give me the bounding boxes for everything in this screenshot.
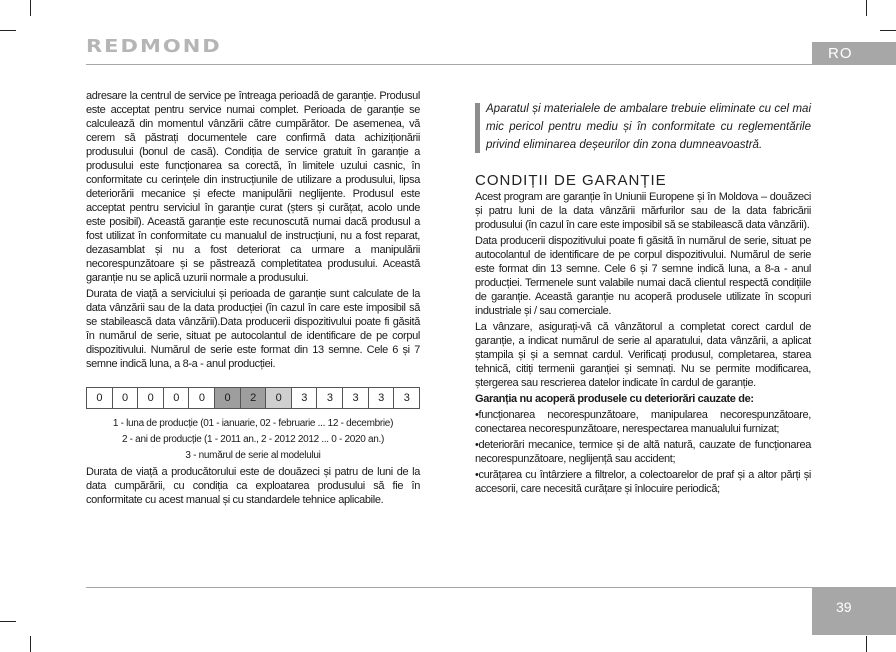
- page-number: 39: [812, 587, 896, 635]
- crop-mark: [866, 0, 867, 16]
- crop-mark: [866, 636, 867, 652]
- crop-mark: [0, 30, 16, 31]
- production-date-paragraph: Data producerii dispozitivului poate fi găsită în numărul de serie, situat pe autocolantul de identificare de pe corpul dispozitivului. Numărul de serie este format din 13 semne. Cele 6 și 7 semne indică luna, a 8-a - anul producției. Termenele sunt valabile numai dacă clientul respectă condițiile de garanție. Această garanție nu acoperă produsele utilizate în scopuri industriale și / sau comerciale.: [475, 235, 811, 317]
- serial-digit-month: 2: [240, 388, 266, 409]
- serial-number-table: [86, 387, 420, 409]
- serial-digit: 3: [317, 388, 343, 409]
- lifetime-paragraph: Durata de viață a serviciului și perioada de garanție sunt calculate de la data vânzării sau de la data producției (în cazul în care este imposibil să se stabilească data vânzării).Data producerii dispozitivului poate fi găsită în numărul de serie, situat pe autocolantul de identificare de pe corpul dispozitivului. Numărul de serie este format din 13 semne. Cele 6 și 7 semne indică luna, a 8-a - anul producției.: [86, 288, 420, 370]
- serial-digit: 3: [394, 388, 420, 409]
- crop-mark: [0, 621, 16, 622]
- serial-digit: 0: [189, 388, 215, 409]
- brand-logo: REDMOND: [86, 36, 222, 57]
- exclusions-heading: Garanția nu acoperă produsele cu deteriorări cauzate de:: [475, 393, 754, 405]
- warranty-paragraph: Acest program are garanție în Uniunii Europene și în Moldova – douăzeci și patru luni de la data vânzării mărfurilor sau de la data fabricării produsului (în cazul în care este imposibil să se stabilească data vânzării).: [475, 191, 811, 231]
- header-divider: [86, 64, 812, 65]
- producer-lifetime-paragraph: Durata de viață a producătorului este de douăzeci și patru de luni de la data cumpărării, cu condiția ca exploatarea produsului să fie în conformitate cu acest manual și cu standardele tehnice aplicabile.: [86, 466, 420, 506]
- left-column: [86, 89, 420, 507]
- serial-digit: 0: [87, 388, 113, 409]
- serial-digit: 0: [138, 388, 164, 409]
- serial-digit: 0: [112, 388, 138, 409]
- serial-digit-year: 0: [266, 388, 292, 409]
- exclusion-item: •funcționarea necorespunzătoare, manipularea necorespunzătoare, conectarea necorespunzătoare, nerespectarea manualului furnizat;: [475, 409, 811, 435]
- right-column: [475, 100, 811, 496]
- crop-mark: [30, 636, 31, 652]
- serial-digit: 3: [291, 388, 317, 409]
- section-title: CONDIȚII DE GARANȚIE: [475, 172, 667, 189]
- serial-legend-year: 2 - ani de producție (1 - 2011 an., 2 - 2012 2012 ... 0 - 2020 an.): [121, 434, 385, 445]
- crop-mark: [30, 0, 31, 16]
- disposal-note: Aparatul și materialele de ambalare trebuie eliminate cu cel mai mic pericol pentru mediu și în conformitate cu reglementările privind eliminarea deșeurilor din zona dumneavoastră.: [475, 100, 811, 154]
- serial-digit-row: [87, 388, 420, 409]
- exclusion-item: •curățarea cu întârziere a filtrelor, a colectoarelor de praf și a altor părți și accesorii, care necesită curățare și înlocuire periodică;: [475, 469, 811, 495]
- service-paragraph: adresare la centrul de service pe întreaga perioadă de garanție. Produsul este acceptat pentru service numai complet. Perioada de garanție se calculează din momentul vânzării către cumpărător. De asemenea, vă cerem să păstrați documentele care confirmă data achiziționării produsului (bonul de casă). Condiția de service gratuit în garanție a produsului este funcționarea sa corectă, în limitele uzului casnic, în conformitate cu cerințele din instrucțiunile de utilizare a produsului, lipsa deteriorării mecanice și efecte manipulării neglijente. Produsul este acceptat pentru serviciul în garanție curat (șters și curățat, acolo unde este posibil). Această garanție este recunoscută numai dacă produsul a fost utilizat în conformitate cu manualul de instrucțiuni, nu a fost reparat, dezasamblat și nu a fost deteriorat ca urmare a manipulării necorespunzătoare și se păstrează completitatea produsului. Această garanție nu se aplică uzurii normale a produsului.: [86, 90, 420, 284]
- serial-digit-month: 0: [215, 388, 241, 409]
- crop-mark: [880, 30, 896, 31]
- exclusion-item: •deteriorări mecanice, termice și de altă natură, cauzate de funcționarea necorespunzătoare, neglijență sau accident;: [475, 439, 811, 465]
- serial-legend-model: 3 - numărul de serie al modelului: [185, 450, 321, 461]
- serial-legend-month: 1 - luna de producție (01 - ianuarie, 02 - februarie ... 12 - decembrie): [112, 418, 394, 429]
- sale-paragraph: La vânzare, asigurați-vă că vânzătorul a completat corect cardul de garanție, a indicat numărul de serie al aparatului, data vânzării, a aplicat ștampila și și a semnat cardul. Verificați produsul, completarea, starea tehnică, citiți termenii garanției și semnați. Nu se permite modificarea, ștergerea sau rescrierea datelor indicate în cardul de garanție.: [475, 321, 811, 389]
- serial-digit: 3: [343, 388, 369, 409]
- serial-digit: 0: [163, 388, 189, 409]
- language-tab: RO: [812, 42, 896, 65]
- serial-digit: 3: [368, 388, 394, 409]
- footer-divider: [86, 587, 812, 588]
